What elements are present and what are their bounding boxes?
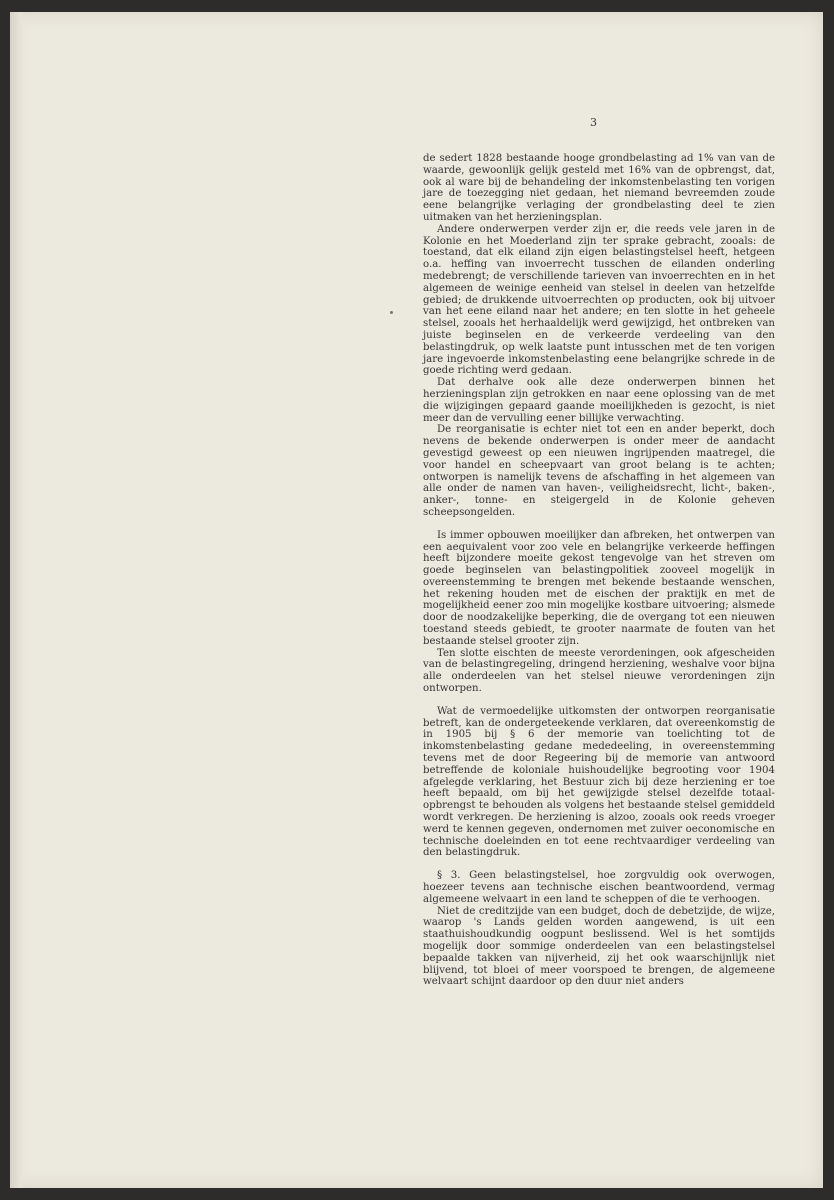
paragraph-4: De reorganisatie is echter niet tot een en ander beperkt, doch nevens de bekende onderwerpen is onder meer de aandacht gevestigd geweest op een nieuwen ingrijpenden maatregel, die voor handel en scheepvaart van groot belang is te achten; ontworpen is namelijk tevens de afschaffing in het algemeen van alle onder de namen van haven-, veiligheidsrecht, licht-, baken-, anker-, tonne- en steigergeld in de Kolonie geheven scheepsongelden. xyxy=(423,424,775,518)
paragraph-9: Niet de creditzijde van een budget, doch de debetzijde, de wijze, waarop 's Lands gelden worden aangewend, is uit een staathuishoudkundig oogpunt beslissend. Wel is het somtijds mogelijk door sommige onderdeelen van een belastingstelsel bepaalde takken van nijverheid, zij het ook waarschijnlijk niet blijvend, tot bloei of meer voorspoed te brengen, de algemeene welvaart schijnt daardoor op den duur niet anders xyxy=(423,905,775,988)
paragraph-2: Andere onderwerpen verder zijn er, die reeds vele jaren in de Kolonie en het Moederland zijn ter sprake gebracht, zooals: de toestand, dat elk eiland zijn eigen belastingstelsel heeft, hetgeen o.a. heffing van invoerrecht tusschen de eilanden onderling medebrengt; de verschillende tarieven van invoerrechten en in het algemeen de weinige eenheid van stelsel in deelen van hetzelfde gebied; de drukkende uitvoerrechten op producten, ook bij uitvoer van het eene eiland naar het andere; en ten slotte in het geheele stelsel, zooals het herhaaldelijk werd gewijzigd, het ontbreken van juiste beginselen en de verkeerde verdeeling van den belastingdruk, op welk laatste punt intusschen met de ten vorigen jare ingevoerde inkomstenbelasting eene belangrijke schrede in de goede richting werd gedaan. xyxy=(423,223,775,377)
body-text xyxy=(423,153,775,988)
page-binding-edge xyxy=(10,12,22,1188)
document-page xyxy=(10,12,823,1188)
paragraph-1: de sedert 1828 bestaande hooge grondbelasting ad 1% van van de waarde, gewoonlijk gelijk gesteld met 16% van de opbrengst, dat, ook al ware bij de behandeling der inkomstenbelasting ten vorigen jare de toezegging niet gedaan, het niemand bevreemden zoude eene belangrijke verlaging der grondbelasting deel te zien uitmaken van het herzieningsplan. xyxy=(423,153,775,223)
page-number: 3 xyxy=(590,116,597,129)
paragraph-3: Dat derhalve ook alle deze onderwerpen binnen het herzieningsplan zijn getrokken en naar eene oplossing van de met die wijzigingen gepaard gaande moeilijkheden is gezocht, is niet meer dan de vervulling eener billijke verwachting. xyxy=(423,377,775,424)
margin-mark xyxy=(390,311,393,314)
paragraph-5: Is immer opbouwen moeilijker dan afbreken, het ontwerpen van een aequivalent voor zoo vele en belangrijke verkeerde heffingen heeft bijzondere moeite gekost tengevolge van het streven om goede beginselen van belastingpolitiek zooveel mogelijk in overeenstemming te brengen met bekende bestaande wenschen, het rekening houden met de eischen der praktijk en met de mogelijkheid eener zoo min mogelijke kostbare uitvoering; alsmede door de noodzakelijke beperking, die de overgang tot een nieuwen toestand steeds gebiedt, te grooter naarmate de fouten van het bestaande stelsel grooter zijn. xyxy=(423,529,775,647)
paragraph-8: § 3. Geen belastingstelsel, hoe zorgvuldig ook overwogen, hoezeer tevens aan technische eischen beantwoordend, vermag algemeene welvaart in een land te scheppen of die te verhoogen. xyxy=(423,870,775,905)
paragraph-7: Wat de vermoedelijke uitkomsten der ontworpen reorganisatie betreft, kan de ondergeteekende verklaren, dat overeenkomstig de in 1905 bij § 6 der memorie van toelichting tot de inkomstenbelasting gedane mededeeling, in overeenstemming tevens met de door Regeering bij de memorie van antwoord betreffende de koloniale huishoudelijke begrooting voor 1904 afgelegde verklaring, het Bestuur zich bij deze herziening er toe heeft bepaald, om bij het gewijzigde stelsel dezelfde totaal-opbrengst te behouden als volgens het bestaande stelsel gemiddeld wordt verkregen. De herziening is alzoo, zooals ook reeds vroeger werd te kennen gegeven, ondernomen met zuiver oeconomische en technische doeleinden en tot eene rechtvaardiger verdeeling van den belastingdruk. xyxy=(423,705,775,859)
paragraph-6: Ten slotte eischten de meeste verordeningen, ook afgescheiden van de belastingregeling, dringend herziening, weshalve voor bijna alle onderdeelen van het stelsel nieuwe verordeningen zijn ontworpen. xyxy=(423,647,775,695)
